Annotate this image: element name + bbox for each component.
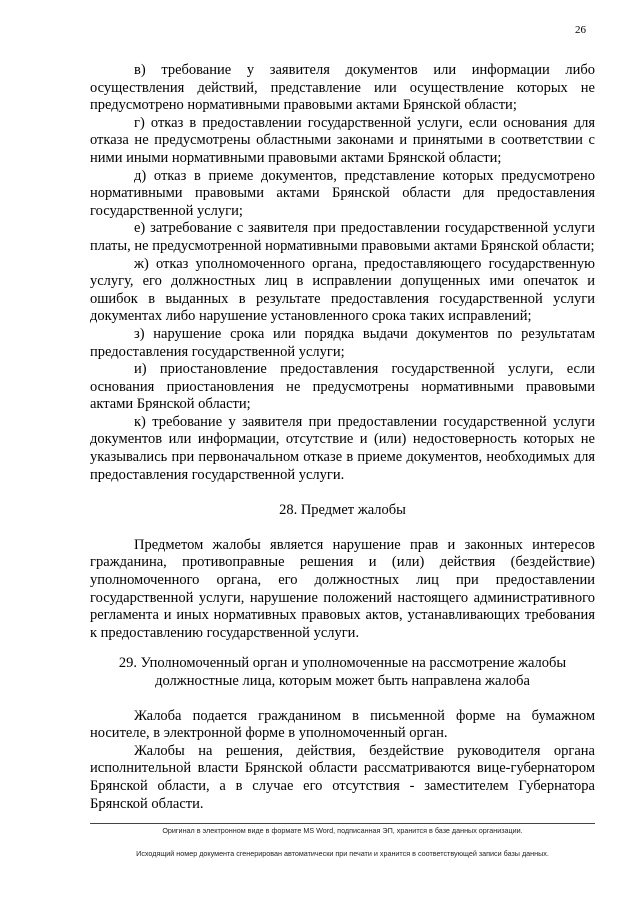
footer-note-original: Оригинал в электронном виде в формате MS Word, подписанная ЭП, хранится в базе данных организации. (162, 826, 523, 835)
footer-divider (90, 823, 595, 824)
section-28-text: Предметом жалобы является нарушение прав и законных интересов гражданина, противоправные решения и (или) действия (бездействие) уполномоченного органа, его должностных лиц при предоставлении государственной услуги, нарушение положений настоящего административного регламента и иных нормативных правовых актов, устанавливающих требования к предоставлению государственной услуги. (90, 536, 595, 641)
list-item: з) нарушение срока или порядка выдачи документов по результатам предоставления государственной услуги; (90, 325, 595, 360)
section-29-heading: 29. Уполномоченный орган и уполномоченные на рассмотрение жалобы должностные лица, которым может быть направлена жалоба (118, 655, 567, 689)
document-body (90, 62, 595, 813)
list-item: ж) отказ уполномоченного органа, предоставляющего государственную услугу, его должностных лиц в исправлении допущенных ими опечаток и ошибок в выданных в результате предоставления государственной услуги документах либо нарушение установленного срока таких исправлений; (90, 255, 595, 325)
page-number: 26 (575, 24, 586, 36)
section-29-paragraph: Жалоба подается гражданином в письменной форме на бумажном носителе, в электронной форме в уполномоченный орган. (90, 707, 595, 742)
section-29-paragraph: Жалобы на решения, действия, бездействие руководителя органа исполнительной власти Брянской области рассматриваются вице-губернатором Брянской области, а в случае его отсутствия - заместителем Губернатора Брянской области. (90, 742, 595, 812)
list-item: в) требование у заявителя документов или информации либо осуществления действий, представление или осуществление которых не предусмотрено нормативными правовыми актами Брянской области; (90, 62, 595, 114)
list-item: д) отказ в приеме документов, представление которых предусмотрено нормативными правовыми актами Брянской области для предоставления государственной услуги; (90, 167, 595, 219)
list-item: е) затребование с заявителя при предоставлении государственной услуги платы, не предусмотренной нормативными правовыми актами Брянской области; (90, 220, 595, 254)
list-item: к) требование у заявителя при предоставлении государственной услуги документов или информации, отсутствие и (или) недостоверность которых не указывались при первоначальном отказе в приеме документов, необходимых для предоставления государственной услуги. (90, 413, 595, 483)
list-item: и) приостановление предоставления государственной услуги, если основания приостановления не предусмотрены нормативными правовыми актами Брянской области; (90, 361, 595, 413)
list-item: г) отказ в предоставлении государственной услуги, если основания для отказа не предусмотрены областными законами и принятыми в соответствии с ними иными нормативными правовыми актами Брянской области; (90, 114, 595, 166)
footer-note-number: Исходящий номер документа сгенерирован автоматически при печати и хранится в соответствующей записи базы данных. (136, 849, 549, 858)
section-28-heading: 28. Предмет жалобы (279, 502, 406, 519)
